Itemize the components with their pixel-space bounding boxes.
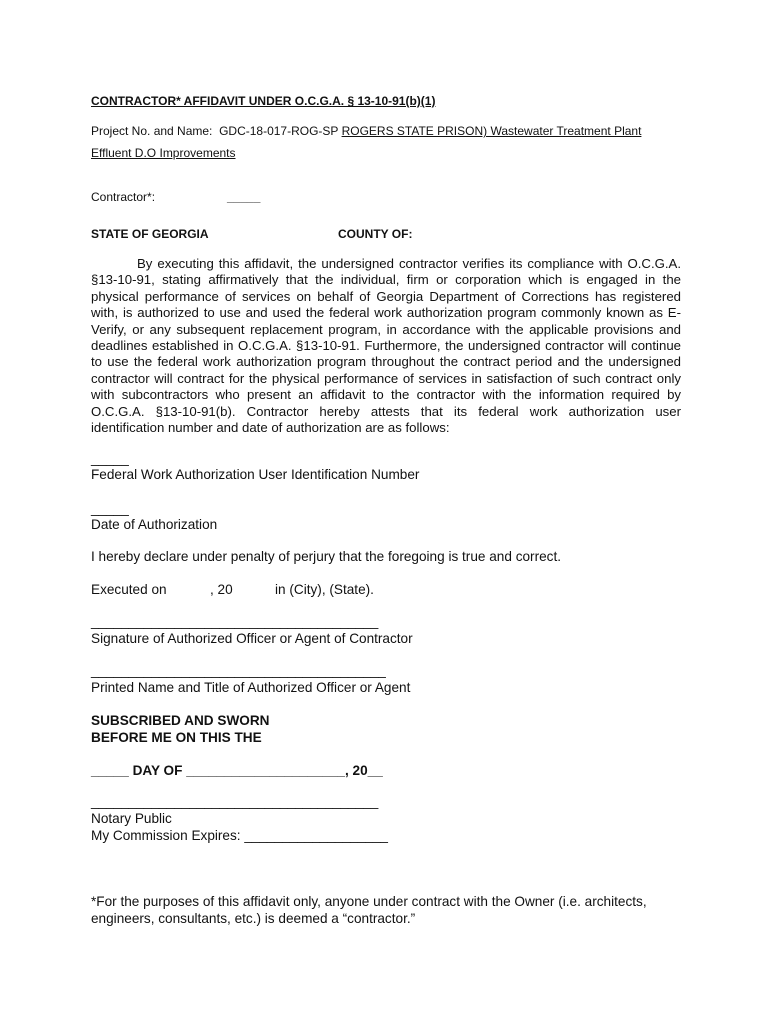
date-label: Date of Authorization [91,517,218,532]
document-title: CONTRACTOR* AFFIDAVIT UNDER O.C.G.A. § 13-10-91(b)(1) [91,94,436,108]
subscribed-line2: BEFORE ME ON THIS THE [91,730,262,745]
printed-name-label: Printed Name and Title of Authorized Officer or Agent [91,680,411,695]
project-label: Project No. and Name: [91,124,213,138]
date-blank: _____ [91,501,129,516]
executed-location: in (City), (State). [275,582,374,597]
project-name-part2: Effluent D.O Improvements [91,146,236,160]
day-of-line: _____ DAY OF _____________________, 20__ [91,763,383,778]
affidavit-paragraph: By executing this affidavit, the undersigned contractor verifies its compliance with O.C.G.A. §13-10-91, stating affirmatively that the individual, firm or corporation which is engaged in the physical performance of services on behalf of Georgia Department of Corrections has registered with, is authorized to use and used the federal work authorization program commonly known as E-Verify, or any subsequent replacement program, in accordance with the applicable provisions and deadlines established in O.C.G.A. §13-10-91. Furthermore, the undersigned contractor will continue to use the federal work authorization program throughout the contract period and the undersigned contractor will contract for the physical performance of services in satisfaction of such contract only with subcontractors who present an affidavit to the contractor with the information required by O.C.G.A. §13-10-91(b). Contractor hereby attests that its federal work authorization user identification number and date of authorization are as follows: [91,256,681,436]
fed-id-label: Federal Work Authorization User Identification Number [91,467,420,482]
notary-signature-line: ______________________________________ [91,794,379,809]
project-number: GDC-18-017-ROG-SP [219,124,339,138]
project-line [91,124,641,138]
project-name-part1: ROGERS STATE PRISON) Wastewater Treatment Plant [341,124,642,138]
contractor-label: Contractor*: [91,190,156,204]
contractor-blank: _____ [227,190,261,204]
signature-line: ______________________________________ [91,614,379,629]
commission-expires: My Commission Expires: ___________________ [91,828,388,843]
declaration-text: I hereby declare under penalty of perjury that the foregoing is true and correct. [91,549,562,564]
county-label: COUNTY OF: [338,227,413,241]
subscribed-line1: SUBSCRIBED AND SWORN [91,713,270,728]
signature-label: Signature of Authorized Officer or Agent of Contractor [91,631,413,646]
state-label: STATE OF GEORGIA [91,227,209,241]
notary-public-label: Notary Public [91,811,172,826]
footnote-line2: engineers, consultants, etc.) is deemed a “contractor.” [91,911,416,926]
footnote-line1: *For the purposes of this affidavit only, anyone under contract with the Owner (i.e. architects, [91,894,647,909]
executed-label: Executed on [91,582,167,597]
fed-id-blank: _____ [91,451,129,466]
printed-name-line: _______________________________________ [91,663,386,678]
executed-year: , 20 [210,582,233,597]
